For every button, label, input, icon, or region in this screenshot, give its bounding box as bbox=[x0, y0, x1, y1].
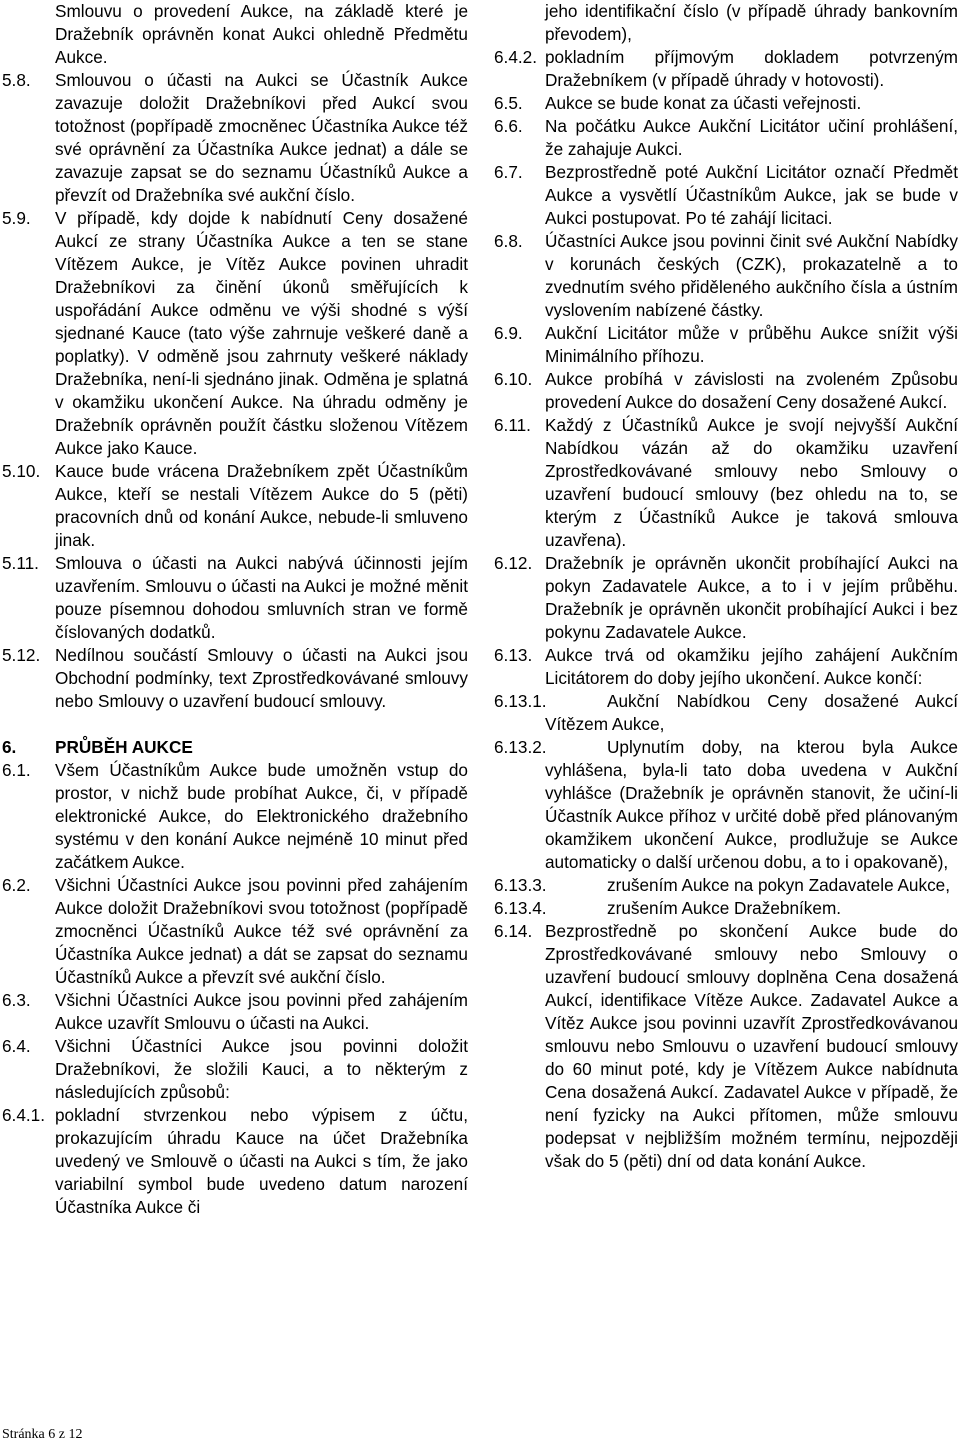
clause-number: 6.13.3. bbox=[494, 875, 547, 895]
section-heading bbox=[2, 736, 468, 759]
clause-number: 5.11. bbox=[2, 553, 39, 573]
clause-text: Aukční Licitátor může v průběhu Aukce snížit výši Minimálního příhozu. bbox=[545, 323, 958, 366]
clause-number: 5.8. bbox=[2, 70, 31, 90]
clause-number: 6.2. bbox=[2, 875, 31, 895]
clause-text: zrušením Aukce na pokyn Zadavatele Aukce, bbox=[607, 875, 950, 895]
clause-number: 6.7. bbox=[494, 162, 523, 182]
clause-text: Smlouvu o provedení Aukce, na základě které je Dražebník oprávněn konat Aukci ohledně Předmětu Aukce. bbox=[55, 1, 468, 67]
clause bbox=[2, 759, 468, 874]
clause bbox=[494, 115, 958, 161]
clause-text: V případě, kdy dojde k nabídnutí Ceny dosažené Aukcí ze strany Účastníka Aukce a ten se stane Vítězem Aukce, je Vítěz Aukce povinen uhradit Dražebníkovi za činění úkonů směřujících k uspořádání Aukce odměnu ve výši shodné s výší sjednané Kauce (tato výše zahrnuje veškeré daně a poplatky). V odměně jsou zahrnuty veškeré náklady Dražebníka, není-li sjednáno jinak. Odměna je splatná v okamžiku ukončení Aukce. Na úhradu odměny je Dražebník oprávněn použít částku složenou Vítězem Aukce jako Kauce. bbox=[55, 208, 468, 458]
clause bbox=[2, 69, 468, 207]
clause-text: Aukce trvá od okamžiku jejího zahájení Aukčním Licitátorem do doby jejího ukončení. Aukce končí: bbox=[545, 645, 958, 688]
clause-number bbox=[494, 0, 545, 46]
clause-number: 6. bbox=[2, 737, 17, 757]
clause bbox=[494, 368, 958, 414]
clause bbox=[494, 161, 958, 230]
clause-number: 6.5. bbox=[494, 93, 523, 113]
clause bbox=[494, 874, 958, 897]
clause-text: Všichni Účastníci Aukce jsou povinni doložit Dražebníkovi, že složili Kauci, a to některým z následujících způsobů: bbox=[55, 1036, 468, 1102]
clause-text: zrušením Aukce Dražebníkem. bbox=[607, 898, 842, 918]
clause-text: Nedílnou součástí Smlouvy o účasti na Aukci jsou Obchodní podmínky, text Zprostředkovávané smlouvy nebo Smlouvy o uzavření budoucí smlouvy. bbox=[55, 645, 468, 711]
clause-number: 6.4.1. bbox=[2, 1105, 46, 1125]
clause-text: Aukční Nabídkou Ceny dosažené Aukcí Vítězem Aukce, bbox=[545, 691, 958, 734]
clause-number: 6.8. bbox=[494, 231, 523, 251]
clause-number: 6.13.2. bbox=[494, 737, 547, 757]
clause-text: Smlouvou o účasti na Aukci se Účastník Aukce zavazuje doložit Dražebníkovi před Aukcí svou totožnost (popřípadě zmocněnec Účastníka Aukce též své oprávnění za Účastníka Aukce jednat) a dále se zavazuje zapsat se do seznamu Účastníků Aukce a převzít od Dražebníka své aukční číslo. bbox=[55, 70, 468, 205]
clause-number: 6.3. bbox=[2, 990, 31, 1010]
clause-number: 6.4.2. bbox=[494, 47, 538, 67]
clause bbox=[494, 0, 958, 46]
clause bbox=[2, 1035, 468, 1104]
clause-number: 5.12. bbox=[2, 645, 41, 665]
clause-number: 6.11. bbox=[494, 415, 531, 435]
right-column bbox=[494, 0, 958, 1173]
clause-text: Každý z Účastníků Aukce je svojí nejvyšší Aukční Nabídkou vázán až do okamžiku uzavření Zprostředkovávané smlouvy nebo Smlouvy o uzavření budoucí smlouvy (bez ohledu na to, se kterým z Účastníků Aukce je taková smlouva uzavřena). bbox=[545, 415, 958, 550]
clause bbox=[494, 897, 958, 920]
clause-number: 6.13. bbox=[494, 645, 533, 665]
clause bbox=[494, 736, 958, 874]
clause-text: Aukce probíhá v závislosti na zvoleném Způsobu provedení Aukce do dosažení Ceny dosažené Aukcí. bbox=[545, 369, 958, 412]
clause bbox=[2, 644, 468, 713]
clause bbox=[494, 322, 958, 368]
clause-number: 6.13.4. bbox=[494, 898, 547, 918]
clause-number: 6.6. bbox=[494, 116, 523, 136]
section-title: PRŮBĚH AUKCE bbox=[55, 737, 193, 757]
clause bbox=[2, 460, 468, 552]
clause-text: Bezprostředně poté Aukční Licitátor označí Předmět Aukce a vysvětlí Účastníkům Aukce, jak se bude v Aukci postupovat. Po té zahájí licitaci. bbox=[545, 162, 958, 228]
clause bbox=[2, 874, 468, 989]
clause-number bbox=[2, 0, 55, 69]
clause bbox=[494, 414, 958, 552]
clause bbox=[494, 690, 958, 736]
clause-number: 6.14. bbox=[494, 921, 533, 941]
clause-text: Účastníci Aukce jsou povinni činit své Aukční Nabídky v korunách českých (CZK), prokazatelně a to zvednutím svého přiděleného aukčního čísla a ústním vyslovením nabízené částky. bbox=[545, 231, 958, 320]
clause bbox=[2, 989, 468, 1035]
clause bbox=[2, 0, 468, 69]
clause-number: 5.10. bbox=[2, 461, 41, 481]
clause-text: Na počátku Aukce Aukční Licitátor učiní prohlášení, že zahajuje Aukci. bbox=[545, 116, 958, 159]
clause-number: 6.13.1. bbox=[494, 691, 547, 711]
clause-number: 6.9. bbox=[494, 323, 523, 343]
clause bbox=[494, 644, 958, 690]
clause bbox=[494, 46, 958, 92]
clause-text: Kauce bude vrácena Dražebníkem zpět Účastníkům Aukce, kteří se nestali Vítězem Aukce do 5 (pěti) pracovních dnů od konání Aukce, nebude-li smluveno jinak. bbox=[55, 461, 468, 550]
clause-number: 6.12. bbox=[494, 553, 533, 573]
clause bbox=[494, 552, 958, 644]
clause-text: Dražebník je oprávněn ukončit probíhající Aukci na pokyn Zadavatele Aukce, a to i v jejím průběhu. Dražebník je oprávněn ukončit probíhající Aukci i bez pokynu Zadavatele Aukce. bbox=[545, 553, 958, 642]
page-footer: Stránka 6 z 12 bbox=[2, 1427, 83, 1442]
clause-text: jeho identifikační číslo (v případě úhrady bankovním převodem), bbox=[545, 1, 958, 44]
clause-number: 6.4. bbox=[2, 1036, 31, 1056]
clause-text: pokladním příjmovým dokladem potvrzeným Dražebníkem (v případě úhrady v hotovosti). bbox=[545, 47, 958, 90]
clause-text: Bezprostředně po skončení Aukce bude do Zprostředkovávané smlouvy nebo Smlouvy o uzavření budoucí smlouvy doplněna Cena dosažená Aukcí, identifikace Vítěze Aukce. Zadavatel Aukce a Vítěz Aukce jsou povinni uzavřít Zprostředkovávanou smlouvu nebo Smlouvu o uzavření budoucí smlouvy do 60 minut poté, kdy je Vítězem Aukce nabídnuta Cena dosažená Aukcí. Zadavatel Aukce v případě, že není fyzicky na Aukci přítomen, může smlouvu podepsat v nejbližším možném termínu, nejpozději však do 5 (pěti) dní od data konání Aukce. bbox=[545, 921, 958, 1171]
clause bbox=[494, 92, 958, 115]
clause bbox=[494, 920, 958, 1173]
clause bbox=[2, 207, 468, 460]
clause-text: Smlouva o účasti na Aukci nabývá účinnosti jejím uzavřením. Smlouvu o účasti na Aukci je možné měnit pouze písemnou dohodou smluvních stran ve formě číslovaných dodatků. bbox=[55, 553, 468, 642]
clause-number: 5.9. bbox=[2, 208, 31, 228]
clause-number: 6.1. bbox=[2, 760, 31, 780]
clause bbox=[494, 230, 958, 322]
clause-text: Všichni Účastníci Aukce jsou povinni před zahájením Aukce uzavřít Smlouvu o účasti na Aukci. bbox=[55, 990, 468, 1033]
clause-text: Všem Účastníkům Aukce bude umožněn vstup do prostor, v nichž bude probíhat Aukce, či, v případě elektronické Aukce, do Elektronického dražebního systému v den konání Aukce nejméně 10 minut před začátkem Aukce. bbox=[55, 760, 468, 872]
clause-text: pokladní stvrzenkou nebo výpisem z účtu, prokazujícím úhradu Kauce na účet Dražebníka uvedený ve Smlouvě o účasti na Aukci s tím, že jako variabilní symbol bude uvedeno datum narození Účastníka Aukce či bbox=[55, 1105, 468, 1217]
clause-number: 6.10. bbox=[494, 369, 533, 389]
clause-text: Aukce se bude konat za účasti veřejnosti. bbox=[545, 93, 862, 113]
clause-text: Všichni Účastníci Aukce jsou povinni před zahájením Aukce doložit Dražebníkovi svou totožnost (popřípadě zmocněnci Účastníků Aukce též své oprávnění za Účastníka Aukce jednat) a dát se zapsat do seznamu Účastníků Aukce a převzít své aukční číslo. bbox=[55, 875, 468, 987]
clause bbox=[2, 552, 468, 644]
clause-text: Uplynutím doby, na kterou byla Aukce vyhlášena, byla-li tato doba uvedena v Aukční vyhlášce (Dražebník je oprávněn stanovit, že učiní-li Účastník Aukce příhoz v určité době před plánovaným okamžikem ukončení Aukce, prodlužuje se Aukce automaticky o další určenou dobu, a to i opakovaně), bbox=[545, 737, 958, 872]
clause bbox=[2, 1104, 468, 1219]
left-column bbox=[2, 0, 468, 1219]
